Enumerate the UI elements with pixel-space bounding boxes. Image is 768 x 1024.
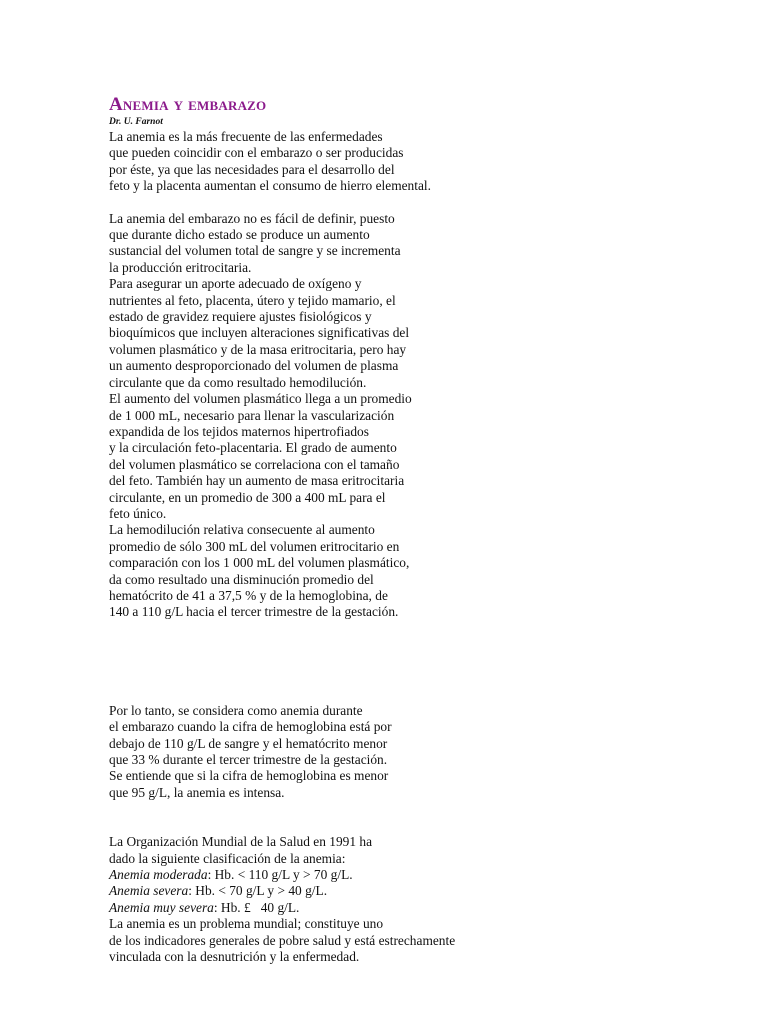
text-line: del volumen plasmático se correlaciona con el tamaño <box>109 456 400 472</box>
text-line: sustancial del volumen total de sangre y se incrementa <box>109 243 401 259</box>
text-line: La Organización Mundial de la Salud en 1991 ha <box>109 834 373 850</box>
author-name: Dr. U. Farnot <box>109 117 163 127</box>
text-line: estado de gravidez requiere ajustes fisiológicos y <box>109 309 372 325</box>
text-line: feto y la placenta aumentan el consumo de hierro elemental. <box>109 178 431 194</box>
text-line: el embarazo cuando la cifra de hemoglobina está por <box>109 719 392 735</box>
text-line: La anemia es un problema mundial; constituye uno <box>109 916 384 932</box>
text-line: volumen plasmático y de la masa eritrocitaria, pero hay <box>109 341 407 357</box>
text-line: circulante, en un promedio de 300 a 400 mL para el <box>109 489 386 505</box>
text-line: comparación con los 1 000 mL del volumen plasmático, <box>109 555 410 571</box>
paragraph-gap <box>109 801 749 834</box>
paragraph-gap <box>109 195 749 211</box>
text-line: un aumento desproporcionado del volumen de plasma <box>109 358 399 374</box>
text-line: bioquímicos que incluyen alteraciones significativas del <box>109 325 410 341</box>
text-line: vinculada con la desnutrición y la enfermedad. <box>109 949 360 965</box>
text-line: da como resultado una disminución promedio del <box>109 571 374 587</box>
text-line: que pueden coincidir con el embarazo o ser producidas <box>109 145 404 161</box>
text-line: y la circulación feto-placentaria. El grado de aumento <box>109 440 397 456</box>
text-line: por éste, ya que las necesidades para el desarrollo del <box>109 161 395 177</box>
text-line: de 1 000 mL, necesario para llenar la vascularización <box>109 407 395 423</box>
page-title: Anemia y embarazo <box>109 94 267 115</box>
text-line: nutrientes al feto, placenta, útero y tejido mamario, el <box>109 292 396 308</box>
text-line: debajo de 110 g/L de sangre y el hematócrito menor <box>109 735 388 751</box>
text-line: La anemia del embarazo no es fácil de definir, puesto <box>109 210 395 226</box>
text-line: Por lo tanto, se considera como anemia durante <box>109 702 363 718</box>
text-line: circulante que da como resultado hemodilución. <box>109 374 367 390</box>
text-line: feto único. <box>109 505 167 521</box>
classification-item <box>109 883 749 899</box>
paragraph-gap <box>109 621 749 703</box>
text-line: 140 a 110 g/L hacia el tercer trimestre de la gestación. <box>109 604 399 620</box>
classification-value: : Hb. £ 40 g/L. <box>213 899 300 915</box>
paragraph-classification <box>109 834 749 965</box>
text-line: del feto. También hay un aumento de masa eritrocitaria <box>109 473 405 489</box>
text-line: expandida de los tejidos maternos hipertrofiados <box>109 423 369 439</box>
text-line: que 95 g/L, la anemia es intensa. <box>109 784 285 800</box>
text-line: que durante dicho estado se produce un aumento <box>109 227 370 243</box>
text-line: que 33 % durante el tercer trimestre de la gestación. <box>109 752 388 767</box>
text-line: El aumento del volumen plasmático llega a un promedio <box>109 391 412 407</box>
text-line: promedio de sólo 300 mL del volumen eritrocitario en <box>109 538 400 554</box>
classification-item <box>109 900 749 916</box>
text-line: la producción eritrocitaria. <box>109 259 252 275</box>
classification-item <box>109 867 749 883</box>
paragraph-definition <box>109 211 749 621</box>
text-line: Se entiende que si la cifra de hemoglobina es menor <box>109 768 389 784</box>
paragraph-intro <box>109 129 749 195</box>
text-line: hematócrito de 41 a 37,5 % y de la hemoglobina, de <box>109 587 388 603</box>
text-line: de los indicadores generales de pobre salud y está estrechamente <box>109 932 456 948</box>
text-line: Para asegurar un aporte adecuado de oxígeno y <box>109 276 362 292</box>
document-page <box>109 94 749 965</box>
text-line: La hemodilución relativa consecuente al aumento <box>109 522 375 538</box>
classification-term: Anemia moderada <box>109 867 208 883</box>
classification-term: Anemia severa <box>109 883 189 899</box>
text-line: dado la siguiente clasificación de la anemia: <box>109 850 346 866</box>
classification-value: : Hb. < 110 g/L y > 70 g/L. <box>207 867 353 883</box>
paragraph-conclusion <box>109 703 749 801</box>
classification-value: : Hb. < 70 g/L y > 40 g/L. <box>188 883 328 899</box>
text-line: La anemia es la más frecuente de las enfermedades <box>109 129 383 144</box>
classification-term: Anemia muy severa <box>109 899 214 915</box>
